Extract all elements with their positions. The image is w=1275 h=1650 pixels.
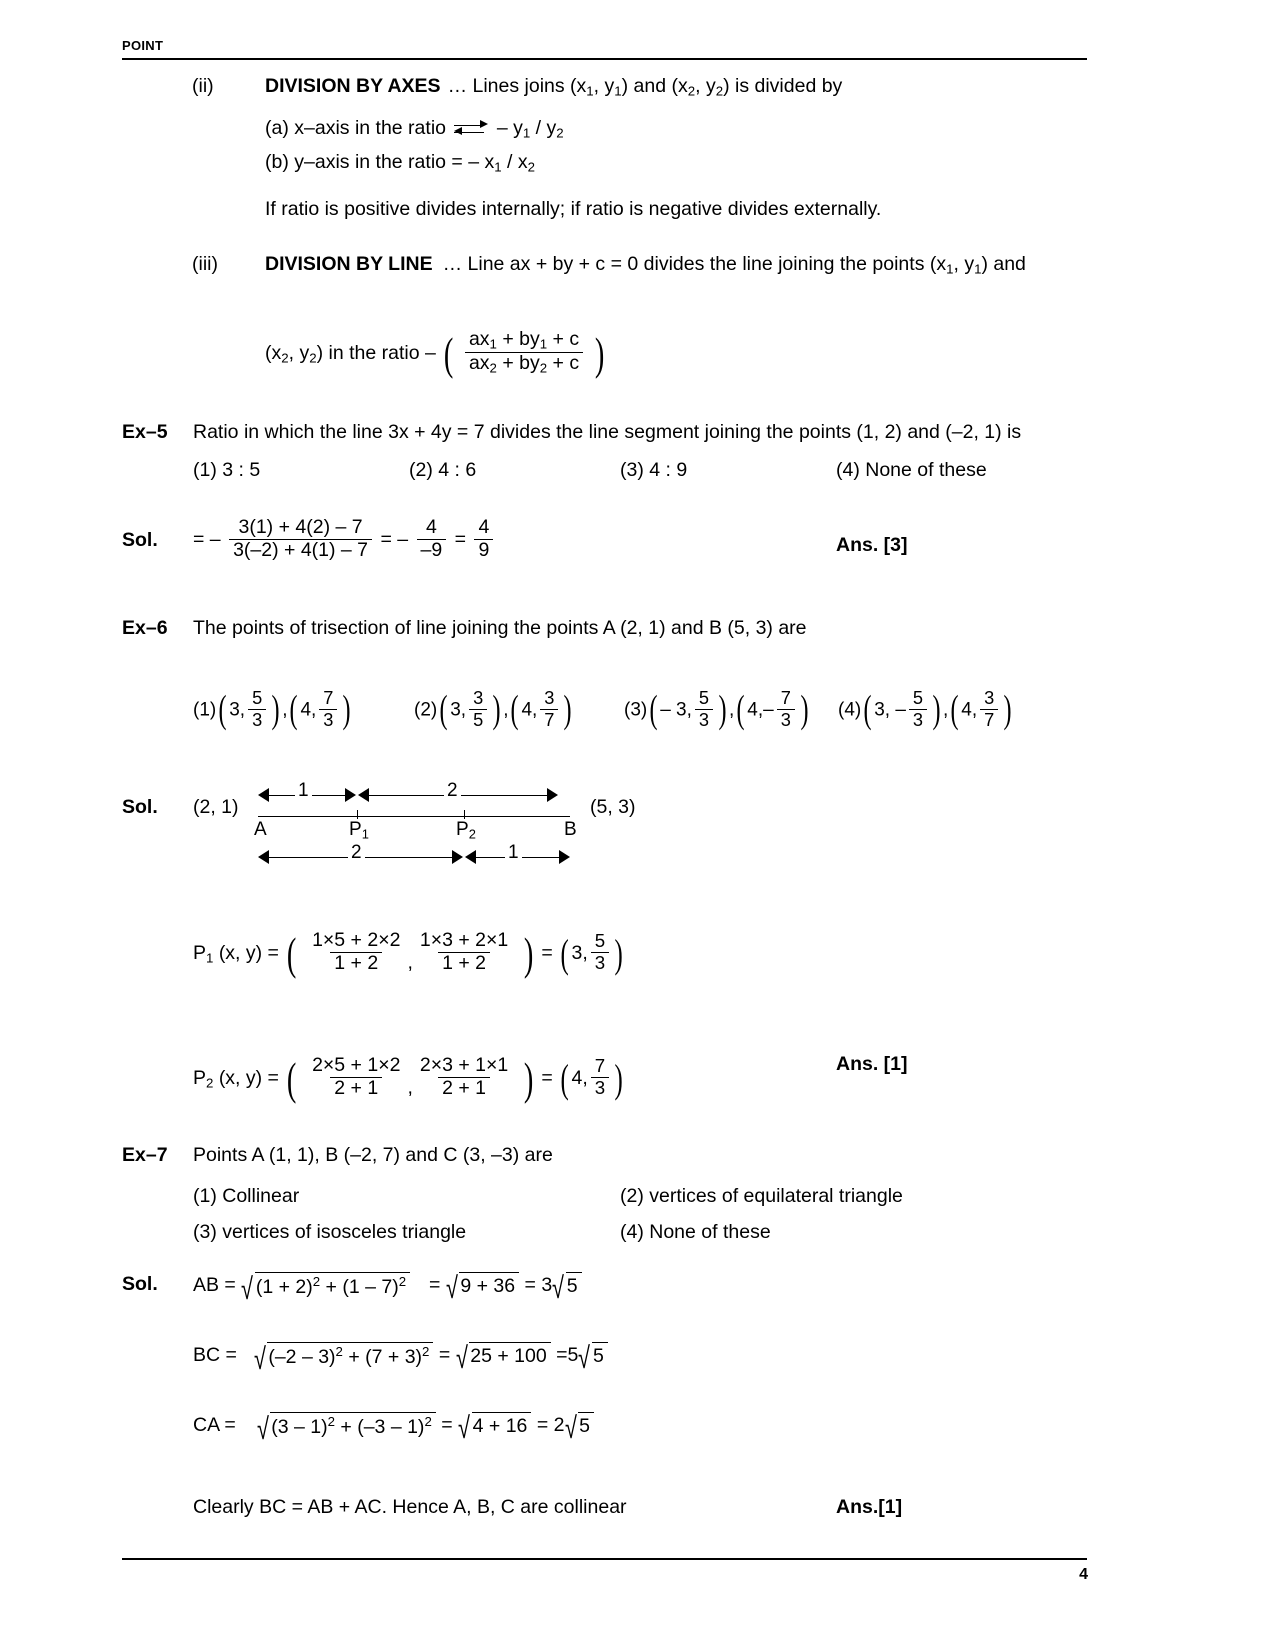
bc-result-radical: √ 5 [578, 1342, 607, 1368]
bc-radicand-2: 25 + 100 [469, 1342, 550, 1368]
ex5-frac1-den: 3(–2) + 4(1) – 7 [229, 539, 372, 562]
ex6-opt1-marker: (1) [193, 699, 217, 721]
ex6-p1-computation [193, 925, 625, 982]
paren-left: ( [444, 328, 454, 379]
page-number: 4 [1079, 1566, 1088, 1583]
section-ii-separator: … [447, 75, 468, 97]
p2-label: $P_2$ [193, 1066, 214, 1091]
ex6-opt3-p1x: – 3, [660, 699, 692, 721]
section-iii-heading-line [265, 252, 1026, 278]
ex6-opt1-p1den: 3 [248, 709, 266, 730]
ex6-option-4[interactable]: (4)( 3, – $\frac{5}{3}$ ) ,( 4, $\frac{3}{7}$ ) [838, 686, 1014, 735]
p2-x-fraction [308, 1055, 404, 1100]
item-a-prefix: (a) x–axis in the ratio [265, 117, 446, 139]
ex6-opt3-pair1: ( – 3, $\frac{5}{3}$ ) [649, 687, 727, 731]
ab-radical-2: √ 9 + 36 [446, 1272, 519, 1298]
section-iii-marker: (iii) [192, 253, 218, 275]
p2-result-num: 7 [594, 1055, 606, 1077]
ex6-opt3-marker: (3) [624, 699, 648, 721]
ca-result-coeff: 2 [553, 1413, 565, 1436]
ab-radicand-1: $(1 + 2)^2 + (1 - 7)^2$ [255, 1272, 410, 1299]
ca-radicand-1: (3 – 1)$^2$ + (–3 – 1)$^2$ [270, 1412, 436, 1439]
ex5-frac3-den: 9 [474, 539, 493, 562]
ab-result-radicand: 5 [566, 1272, 582, 1298]
p2-x-num: 2×5 + 1×2 [312, 1054, 401, 1077]
bc-result-coeff: 5 [567, 1343, 579, 1366]
ex5-eq-end: = [454, 528, 467, 551]
ex5-sol-prefix: = – [193, 528, 221, 551]
p1-label: $P_1$ [193, 941, 214, 966]
bc-radicand-1: $(-2 - 3)^2 + (7 + 3)^2$ [267, 1342, 433, 1369]
p2-args: (x, y) = [218, 1066, 279, 1089]
ab-result-radical: √ 5 [552, 1272, 581, 1298]
top-left-ratio-label: 1 [295, 780, 312, 802]
ex5-frac2-num: 4 [425, 516, 437, 538]
p2-y-den: 2 + 1 [438, 1077, 490, 1100]
p2-result-den: 3 [591, 1077, 609, 1099]
ex7-bc-line [193, 1342, 608, 1376]
ex6-opt1-pair2: ( 4, $\frac{7}{3}$ ) [289, 687, 351, 731]
p2-x-den: 2 + 1 [330, 1077, 382, 1100]
p1-x-num: 1×5 + 2×2 [312, 929, 401, 952]
ex7-sol-tag: Sol. [122, 1273, 158, 1295]
ex6-p2-computation [193, 1050, 625, 1107]
ex6-opt4-p2den: 7 [980, 709, 998, 730]
ab-result-coeff: 3 [541, 1273, 553, 1296]
ex6-opt1-pair1: ( 3, $\frac{5}{3}$ ) [218, 687, 280, 731]
ex6-opt3-p2den: 3 [777, 709, 795, 730]
item-a-suffix: – $y_1 / y_2$ [496, 117, 564, 141]
ex6-answer: Ans. [1] [836, 1053, 908, 1075]
header-divider [122, 58, 1087, 60]
ex5-question: Ratio in which the line 3x + 4y = 7 divides the line segment joining the points (1, 2) and (–2, 1) is [193, 421, 1022, 443]
p2-equals: = [541, 1066, 553, 1089]
ex6-option-3[interactable]: (3)( – 3, $\frac{5}{3}$ ) ,( 4,– $\frac{7}{3}$ ) [624, 686, 811, 735]
ex5-option-4[interactable]: (4) None of these [836, 459, 987, 481]
bc-eq-1: = [438, 1343, 451, 1366]
page-header-label: POINT [122, 38, 164, 53]
bottom-right-ratio-label: 1 [505, 842, 522, 864]
tick-p1 [357, 810, 358, 819]
ex7-tag: Ex–7 [122, 1144, 168, 1166]
p1-result-num: 5 [594, 930, 606, 952]
ex5-sol-tag: Sol. [122, 529, 158, 551]
segment-line [258, 816, 570, 817]
ex6-tag: Ex–6 [122, 617, 168, 639]
ex6-opt2-p2num: 3 [544, 687, 555, 709]
ex6-opt4-p1x: 3, – [874, 699, 906, 721]
ex6-option-2[interactable]: (2)( 3, $\frac{3}{5}$ ) ,( 4, $\frac{3}{7}$ ) [414, 686, 574, 735]
ex6-opt1-p1num: 5 [252, 687, 263, 709]
point-label-p1: $P_1$ [349, 819, 369, 842]
section-ii-heading-line [265, 74, 842, 100]
bottom-ratio-arrow-left [258, 842, 463, 866]
ex6-diagram-start-coord: (2, 1) [193, 796, 239, 818]
section-iii-formula-line [265, 325, 607, 382]
ratio-denominator: $ax_2 + by_2 + c$ [465, 352, 583, 377]
ex6-diagram-end-coord: (5, 3) [590, 796, 636, 818]
ratio-paren-group [441, 325, 607, 382]
ca-name: CA = [193, 1413, 236, 1436]
ca-eq-2: = [536, 1413, 549, 1436]
ex5-option-1[interactable]: (1) 3 : 5 [193, 459, 261, 481]
ca-radicand-2: 4 + 16 [472, 1412, 532, 1438]
ca-radical-1: √ (3 – 1)$^2$ + (–3 – 1)$^2$ [257, 1412, 436, 1439]
ex5-fraction-2 [417, 517, 447, 562]
ab-eq-2: = [524, 1273, 536, 1296]
ex6-sol-tag: Sol. [122, 796, 158, 818]
p1-paren-group: ( $\frac{1\times 5 + 2\times 2}{1 + 2}$ , $\frac{1\times 3 + 2\times 1}{1 + 2}$ ) [287, 928, 534, 979]
ex5-frac3-num: 4 [478, 516, 490, 538]
ex6-opt3-p1num: 5 [698, 687, 710, 709]
ex6-opt3-p1den: 3 [695, 709, 713, 730]
tick-p2 [464, 810, 465, 819]
ex5-solution-expression [193, 518, 496, 563]
section-ii-item-b: (b) y–axis in the ratio = – $x_1 / x_2$ [265, 151, 535, 175]
ex5-tag: Ex–5 [122, 421, 168, 443]
section-ii-note: If ratio is positive divides internally; if ratio is negative divides externally. [265, 198, 882, 220]
ex6-opt2-pair2: ( 4, $\frac{3}{7}$ ) [510, 687, 572, 731]
ab-eq-1: = [428, 1273, 441, 1296]
ex5-option-3[interactable]: (3) 4 : 9 [620, 459, 688, 481]
p2-result-x: 4, [571, 1066, 588, 1089]
bc-eq-2: = [556, 1343, 568, 1366]
ab-radical-1: √ $(1 + 2)^2 + (1 - 7)^2$ [241, 1272, 410, 1299]
point-label-p2: $P_2$ [456, 819, 476, 842]
bc-radical-2: √ 25 + 100 [456, 1342, 551, 1368]
ex5-frac1-num: 3(1) + 4(2) – 7 [238, 516, 363, 538]
section-iii-separator: … [442, 253, 463, 275]
section-iii-title: DIVISION BY LINE [265, 253, 433, 275]
ex6-opt3-p2x: 4,– [747, 699, 774, 721]
ex5-option-2[interactable]: (2) 4 : 6 [409, 459, 477, 481]
section-ii-lead: Lines joins ($x_1$, $y_1$) and ($x_2$, $y_2$) is divided by [472, 75, 843, 99]
ex6-opt1-p2x: 4, [300, 699, 317, 721]
ex7-option-1[interactable]: (1) Collinear [193, 1185, 300, 1207]
p1-y-num: 1×3 + 2×1 [419, 929, 509, 952]
p1-x-fraction [308, 930, 404, 975]
p1-result-den: 3 [591, 952, 609, 974]
ca-result-radical: √ 5 [565, 1412, 594, 1438]
ex6-opt4-pair2: ( 4, $\frac{3}{7}$ ) [950, 687, 1012, 731]
harpoons-icon [454, 121, 488, 137]
ex6-opt4-p2x: 4, [961, 699, 978, 721]
ex6-opt2-p1den: 5 [469, 709, 487, 730]
point-label-b: B [564, 819, 577, 840]
ex6-opt3-p2num: 7 [780, 687, 791, 709]
p1-y-den: 1 + 2 [438, 952, 490, 975]
top-ratio-arrow-left [258, 780, 356, 804]
ca-eq-1: = [441, 1413, 453, 1436]
ex5-eq-mid: = – [380, 528, 409, 551]
ex5-frac2-den: –9 [417, 539, 447, 562]
footer-divider [122, 1558, 1087, 1560]
bottom-ratio-arrow-right [465, 842, 570, 866]
ex6-opt2-p2x: 4, [521, 699, 538, 721]
section-ii-marker: (ii) [192, 75, 214, 97]
ex6-opt2-pair1: ( 3, $\frac{3}{5}$ ) [439, 687, 501, 731]
ex5-fraction-3 [474, 517, 493, 562]
p1-result-x: 3, [571, 941, 588, 964]
bc-result-radicand: 5 [592, 1342, 608, 1368]
p1-equals: = [541, 941, 553, 964]
ex7-question: Points A (1, 1), B (–2, 7) and C (3, –3) are [193, 1144, 553, 1166]
point-label-a: A [254, 819, 267, 840]
ex6-trisection-diagram [254, 780, 578, 866]
section-iii-lead: Line ax + by + c = 0 divides the line joining the points ($x_1$, $y_1$) and [467, 253, 1026, 277]
p2-y-num: 2×3 + 1×1 [419, 1054, 509, 1077]
p1-result-group: ( 3, $\frac{5}{3}$ ) [560, 930, 623, 976]
ex6-opt3-pair2: ( 4,– $\frac{7}{3}$ ) [736, 687, 809, 731]
ex7-option-2[interactable]: (2) vertices of equilateral triangle [620, 1185, 903, 1207]
ex6-opt2-p2den: 7 [540, 709, 558, 730]
ex6-opt4-marker: (4) [838, 699, 862, 721]
ex6-opt4-p2num: 3 [984, 687, 995, 709]
ex6-opt4-p1num: 5 [912, 687, 924, 709]
section-ii-title: DIVISION BY AXES [265, 75, 441, 97]
ex5-fraction-1 [229, 517, 372, 562]
ex6-opt1-p1x: 3, [229, 699, 246, 721]
section-iii-second-prefix: ($x_2$, $y_2$) in the ratio – [265, 341, 436, 366]
ex6-opt2-marker: (2) [414, 699, 438, 721]
bc-radical-1: √ $(-2 - 3)^2 + (7 + 3)^2$ [254, 1342, 434, 1369]
top-ratio-arrow-right [358, 780, 558, 804]
p2-y-fraction [416, 1055, 512, 1100]
p2-paren-group: ( $\frac{2\times 5 + 1\times 2}{2 + 1}$ , $\frac{2\times 3 + 1\times 1}{2 + 1}$ ) [287, 1053, 534, 1104]
top-right-ratio-label: 2 [444, 780, 461, 802]
ex6-opt1-p2den: 3 [319, 709, 337, 730]
ex7-option-4[interactable]: (4) None of these [620, 1221, 771, 1243]
ab-name: AB = [193, 1273, 236, 1296]
p1-x-den: 1 + 2 [330, 952, 382, 975]
ex6-opt2-p1num: 3 [473, 687, 484, 709]
ex7-ca-line [193, 1412, 594, 1446]
ex6-opt4-p1den: 3 [909, 709, 927, 730]
ex6-option-1[interactable]: (1)( 3, $\frac{5}{3}$ ) ,( 4, $\frac{7}{3}$ ) [193, 686, 353, 735]
ratio-numerator: $ax_1 + by_1 + c$ [468, 327, 580, 352]
ex7-ab-line [193, 1272, 582, 1306]
bc-name: BC = [193, 1343, 237, 1366]
p1-y-fraction [416, 930, 512, 975]
ca-result-radicand: 5 [578, 1412, 594, 1438]
p2-result-group: ( 4, $\frac{7}{3}$ ) [560, 1055, 623, 1101]
p1-result-fraction [591, 931, 609, 974]
ab-radicand-2: 9 + 36 [459, 1272, 519, 1298]
ex6-opt4-pair1: ( 3, – $\frac{5}{3}$ ) [863, 687, 941, 731]
paren-right: ) [594, 328, 604, 379]
ex7-option-3[interactable]: (3) vertices of isosceles triangle [193, 1221, 467, 1243]
ex7-answer: Ans.[1] [836, 1496, 903, 1518]
ex7-conclusion: Clearly BC = AB + AC. Hence A, B, C are collinear [193, 1496, 627, 1518]
p1-args: (x, y) = [218, 941, 279, 964]
bottom-left-ratio-label: 2 [348, 842, 365, 864]
section-ii-item-a [265, 116, 564, 142]
p2-result-fraction [591, 1056, 609, 1099]
ex6-question: The points of trisection of line joining the points A (2, 1) and B (5, 3) are [193, 617, 807, 639]
ratio-fraction [465, 329, 583, 377]
ca-radical-2: √ 4 + 16 [458, 1412, 531, 1438]
ex6-opt2-p1x: 3, [450, 699, 467, 721]
ex6-opt1-p2num: 7 [323, 687, 334, 709]
ex5-answer: Ans. [3] [836, 534, 908, 556]
